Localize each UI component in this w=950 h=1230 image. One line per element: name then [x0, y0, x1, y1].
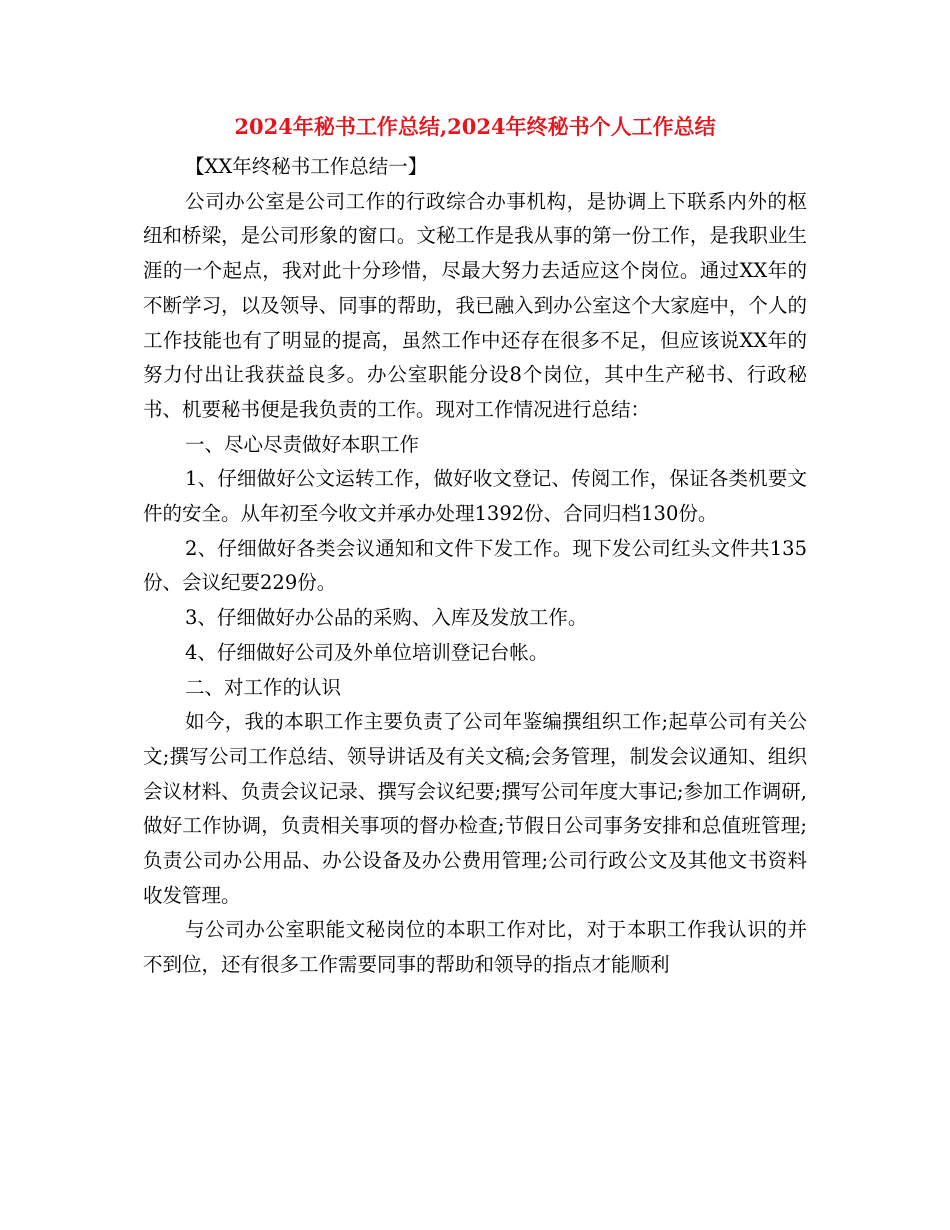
- section-heading: 【XX年终秘书工作总结一】: [185, 155, 428, 178]
- paragraph: 如今，我的本职工作主要负责了公司年鉴编撰组织工作;起草公司有关公文;撰写公司工作总结、领导讲话及有关文稿;会务管理，制发会议通知、组织会议材料、负责会议记录、撰写会议纪要;撰写公司年度大事记;参加工作调研,做好工作协调，负责相关事项的督办检查;节假日公司事务安排和总值班管理;负责公司办公用品、办公设备及办公费用管理;公司行政公文及其他文书资料收发管理。: [143, 710, 807, 907]
- paragraph: 3、仔细做好办公品的采购、入库及发放工作。: [185, 606, 588, 630]
- document-body: [143, 150, 807, 983]
- section-heading: 二、对工作的认识: [185, 675, 342, 699]
- paragraph: 4、仔细做好公司及外单位培训登记台帐。: [185, 640, 549, 664]
- paragraph: 与公司办公室职能文秘岗位的本职工作对比，对于本职工作我认识的并不到位，还有很多工作需要同事的帮助和领导的指点才能顺利: [143, 918, 807, 977]
- paragraph: 2、仔细做好各类会议通知和文件下发工作。现下发公司红头文件共135份、会议纪要229份。: [143, 536, 807, 595]
- paragraph: 1、仔细做好公文运转工作，做好收文登记、传阅工作，保证各类机要文件的安全。从年初至今收文并承办处理1392份、合同归档130份。: [143, 467, 807, 526]
- paragraph: 公司办公室是公司工作的行政综合办事机构，是协调上下联系内外的枢纽和桥梁，是公司形象的窗口。文秘工作是我从事的第一份工作，是我职业生涯的一个起点，我对此十分珍惜，尽最大努力去适应这个岗位。通过XX年的不断学习，以及领导、同事的帮助，我已融入到办公室这个大家庭中，个人的工作技能也有了明显的提高，虽然工作中还存在很多不足，但应该说XX年的努力付出让我获益良多。办公室职能分设8个岗位，其中生产秘书、行政秘书、机要秘书便是我负责的工作。现对工作情况进行总结：: [143, 189, 807, 421]
- document-title: 2024年秘书工作总结,2024年终秘书个人工作总结: [234, 114, 716, 139]
- section-heading: 一、尽心尽责做好本职工作: [185, 432, 420, 456]
